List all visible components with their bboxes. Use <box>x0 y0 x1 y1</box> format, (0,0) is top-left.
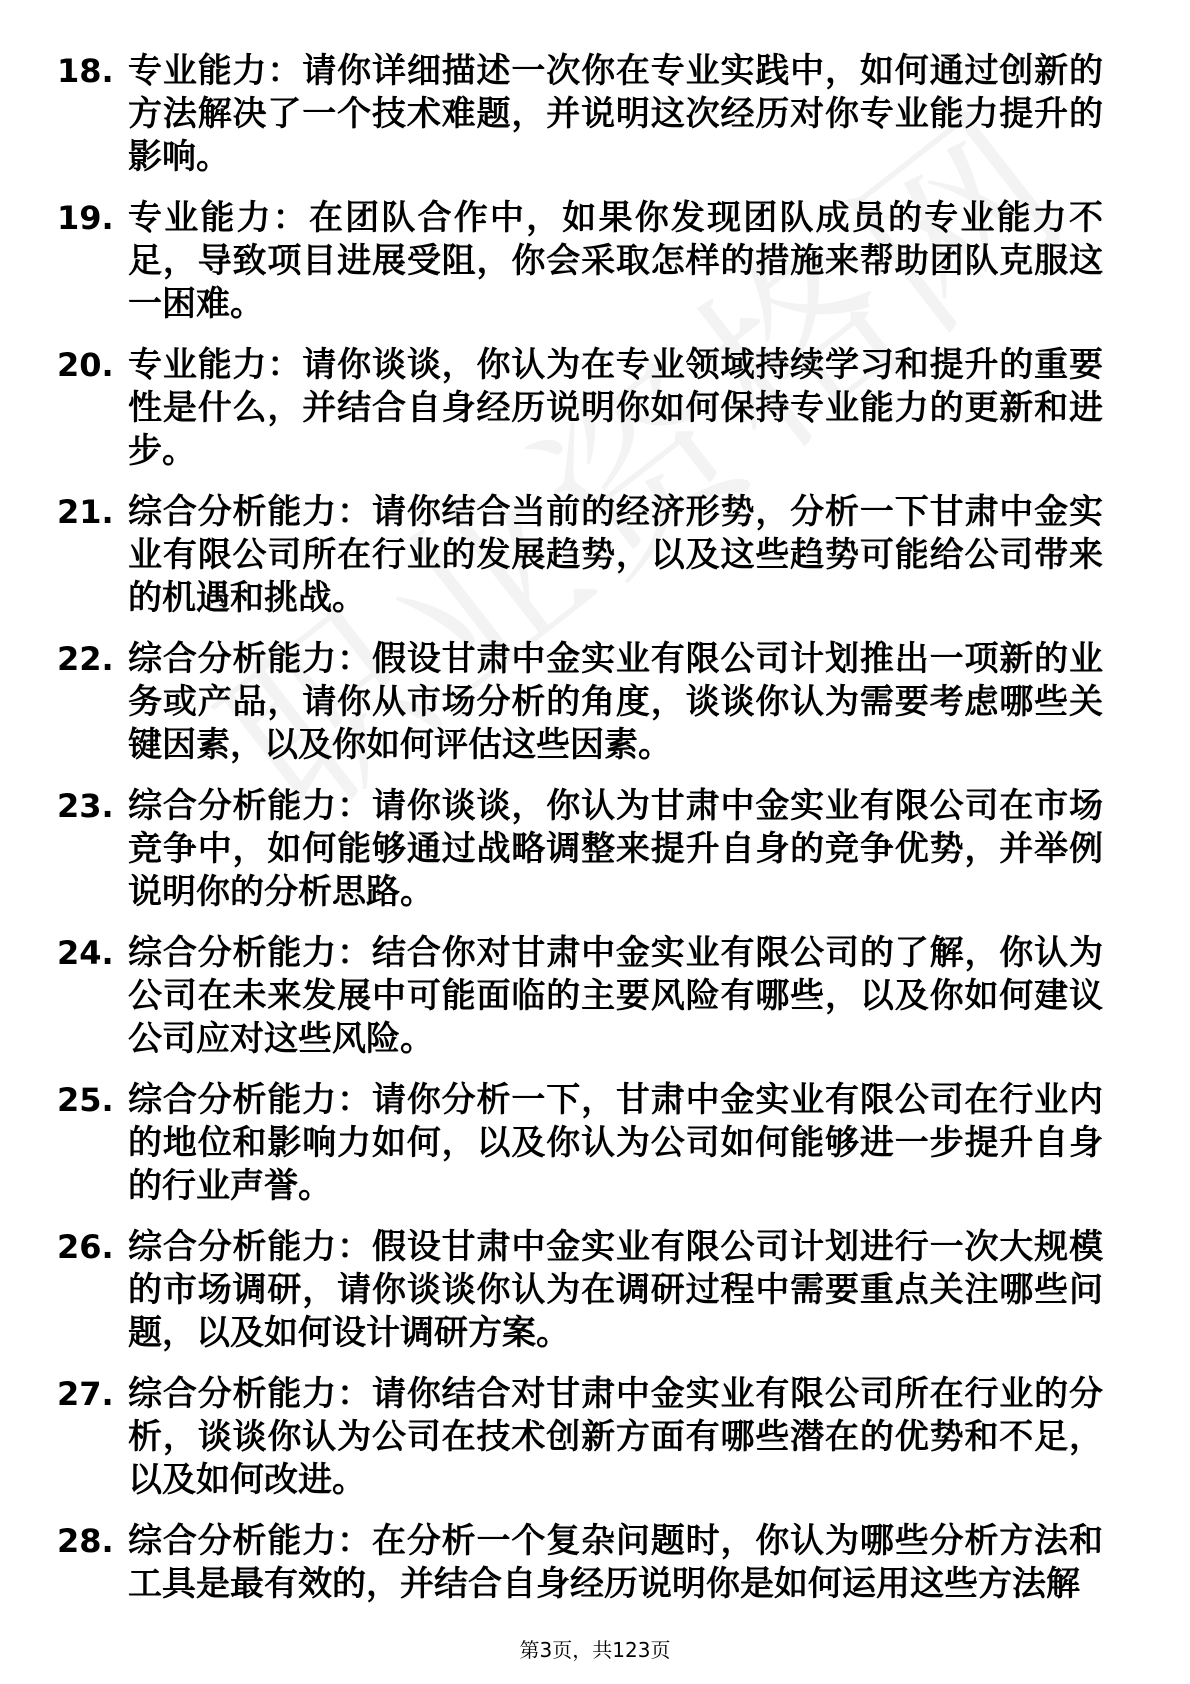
question-number: 22. <box>57 640 114 678</box>
question-number: 27. <box>57 1375 114 1413</box>
question-text: 综合分析能力：请你谈谈，你认为甘肃中金实业有限公司在市场竞争中，如何能够通过战略调整来提升自身的竞争优势，并举例说明你的分析思路。 <box>128 786 1103 912</box>
question-list <box>0 50 1190 1667</box>
question-text: 综合分析能力：请你结合当前的经济形势，分析一下甘肃中金实业有限公司所在行业的发展趋势，以及这些趋势可能给公司带来的机遇和挑战。 <box>128 492 1103 618</box>
question-text: 专业能力：请你谈谈，你认为在专业领域持续学习和提升的重要性是什么，并结合自身经历说明你如何保持专业能力的更新和进步。 <box>128 345 1103 471</box>
question-number: 24. <box>57 934 114 972</box>
question-text: 综合分析能力：结合你对甘肃中金实业有限公司的了解，你认为公司在未来发展中可能面临的主要风险有哪些，以及你如何建议公司应对这些风险。 <box>128 933 1103 1059</box>
question-item <box>0 1520 1190 1651</box>
question-item <box>0 491 1190 622</box>
question-item <box>0 1079 1190 1210</box>
question-text: 综合分析能力：请你结合对甘肃中金实业有限公司所在行业的分析，谈谈你认为公司在技术创新方面有哪些潜在的优势和不足，以及如何改进。 <box>128 1374 1103 1500</box>
question-item <box>0 638 1190 769</box>
question-text: 综合分析能力：假设甘肃中金实业有限公司计划推出一项新的业务或产品，请你从市场分析的角度，谈谈你认为需要考虑哪些关键因素，以及你如何评估这些因素。 <box>128 639 1103 765</box>
question-text: 综合分析能力：请你分析一下，甘肃中金实业有限公司在行业内的地位和影响力如何，以及你认为公司如何能够进一步提升自身的行业声誉。 <box>128 1080 1103 1206</box>
question-item <box>0 197 1190 328</box>
question-item <box>0 932 1190 1063</box>
question-text: 专业能力：请你详细描述一次你在专业实践中，如何通过创新的方法解决了一个技术难题，并说明这次经历对你专业能力提升的影响。 <box>128 51 1103 177</box>
question-item <box>0 1226 1190 1357</box>
question-number: 20. <box>57 346 114 384</box>
question-number: 21. <box>57 493 114 531</box>
question-item <box>0 1373 1190 1504</box>
page-footer: 第3页，共123页 <box>519 1638 671 1662</box>
question-item <box>0 50 1190 181</box>
question-number: 19. <box>57 199 114 237</box>
question-number: 23. <box>57 787 114 825</box>
question-text: 综合分析能力：在分析一个复杂问题时，你认为哪些分析方法和工具是最有效的，并结合自身经历说明你是如何运用这些方法解 <box>128 1521 1103 1604</box>
question-number: 18. <box>57 52 114 90</box>
question-number: 25. <box>57 1081 114 1119</box>
question-item <box>0 785 1190 916</box>
question-number: 26. <box>57 1228 114 1266</box>
question-item <box>0 344 1190 475</box>
question-text: 综合分析能力：假设甘肃中金实业有限公司计划进行一次大规模的市场调研，请你谈谈你认为在调研过程中需要重点关注哪些问题，以及如何设计调研方案。 <box>128 1227 1103 1353</box>
question-text: 专业能力：在团队合作中，如果你发现团队成员的专业能力不足，导致项目进展受阻，你会采取怎样的措施来帮助团队克服这一困难。 <box>128 198 1103 324</box>
question-number: 28. <box>57 1522 114 1560</box>
